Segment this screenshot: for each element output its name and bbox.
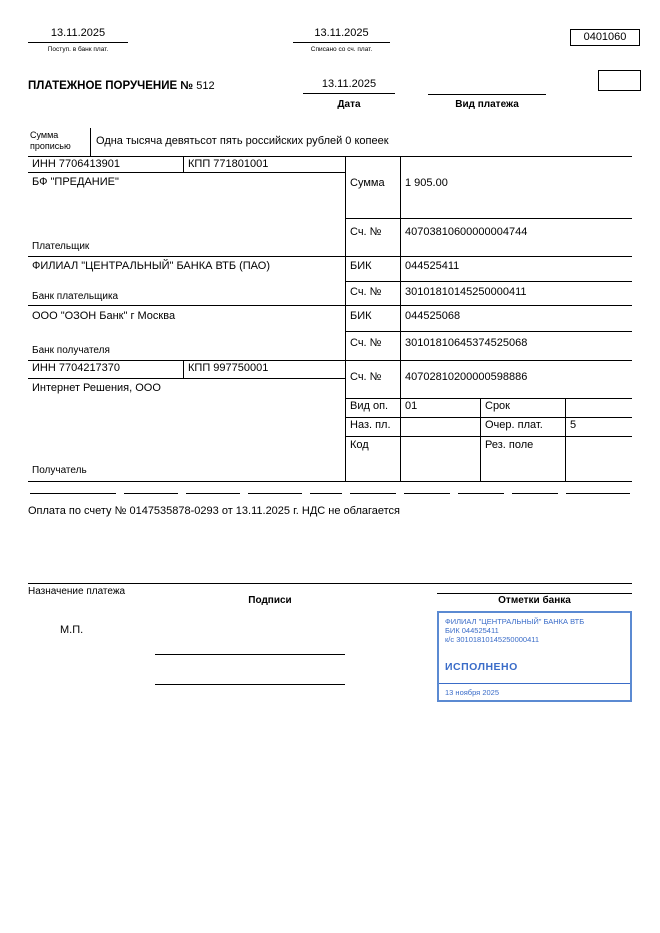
- bank-marks-line: [437, 593, 632, 594]
- column-divider: [480, 398, 481, 481]
- tax-field-cell: [310, 483, 342, 494]
- form-code-box: 0401060: [570, 29, 640, 46]
- purpose-label: Назначение платежа: [28, 586, 126, 597]
- payee-bank-bik-label: БИК: [350, 310, 372, 322]
- amount-words-value: Одна тысяча девятьсот пять российских рублей 0 копеек: [96, 135, 389, 147]
- payee-bank-account-label: Сч. №: [350, 337, 382, 349]
- signature-line: [155, 654, 345, 655]
- payer-account-label: Сч. №: [350, 226, 382, 238]
- table-line: [345, 417, 632, 418]
- op-type-label: Вид оп.: [350, 400, 389, 412]
- payer-kpp: КПП 771801001: [188, 158, 269, 170]
- stamp-date: 13 ноября 2025: [445, 688, 500, 697]
- table-line: [28, 256, 632, 257]
- purpose-text: Оплата по счету № 0147535878-0293 от 13.11.2025 г. НДС не облагается: [28, 505, 400, 517]
- payer-inn: ИНН 7706413901: [32, 158, 121, 170]
- table-line: [28, 305, 632, 306]
- sum-value: 1 905.00: [405, 177, 448, 189]
- payee-bank-label: Банк получателя: [32, 345, 110, 356]
- amount-words-divider: [90, 128, 91, 156]
- stamp-corr-account: к/с 30101810145250000411: [445, 635, 540, 644]
- tax-field-cell: [350, 483, 396, 494]
- column-divider: [400, 156, 401, 481]
- payee-bank-name: ООО "ОЗОН Банк" г Москва: [32, 310, 176, 322]
- naz-pl-label: Наз. пл.: [350, 419, 391, 431]
- table-line: [345, 398, 632, 399]
- purpose-line: [28, 583, 632, 584]
- inn-kpp-divider: [183, 156, 184, 172]
- bank-marks-label: Отметки банка: [498, 595, 571, 606]
- document-date-label: Дата: [337, 99, 361, 110]
- table-line: [28, 481, 632, 482]
- payer-account: 40703810600000004744: [405, 226, 528, 238]
- tax-field-cell: [186, 483, 240, 494]
- tax-field-cell: [30, 483, 116, 494]
- document-title-text: ПЛАТЕЖНОЕ ПОРУЧЕНИЕ №: [28, 80, 194, 92]
- payee-kpp: КПП 997750001: [188, 362, 269, 374]
- priority-value: 5: [570, 419, 577, 431]
- table-line: [28, 156, 632, 157]
- payee-name: Интернет Решения, ООО: [32, 382, 161, 394]
- payer-bank-bik-label: БИК: [350, 260, 372, 272]
- bank-receipt-date-label: Поступ. в банк плат.: [47, 46, 109, 53]
- payment-type-label: Вид платежа: [455, 99, 519, 110]
- term-label: Срок: [485, 400, 510, 412]
- table-line: [345, 281, 632, 282]
- table-line: [345, 331, 632, 332]
- signatures-label: Подписи: [248, 595, 292, 606]
- debit-date: 13.11.2025: [293, 27, 390, 43]
- table-line: [28, 378, 345, 379]
- op-type-value: 01: [405, 400, 418, 412]
- payment-type-field: [428, 78, 546, 95]
- inn-kpp-divider: [183, 360, 184, 378]
- res-field-label: Рез. поле: [485, 439, 534, 451]
- payer-bank-label: Банк плательщика: [32, 291, 119, 302]
- stamp-bank-name: ФИЛИАЛ "ЦЕНТРАЛЬНЫЙ" БАНКА ВТБ: [445, 617, 585, 626]
- amount-words-label: Сумма прописью: [30, 130, 71, 151]
- table-line: [28, 360, 632, 361]
- table-line: [345, 218, 632, 219]
- tax-field-cell: [404, 483, 450, 494]
- bank-stamp: [437, 611, 632, 702]
- payee-bank-account: 30101810645374525068: [405, 337, 528, 349]
- stamp-bik: БИК 044525411: [445, 626, 499, 635]
- payer-name: БФ "ПРЕДАНИЕ": [32, 176, 119, 188]
- payee-inn: ИНН 7704217370: [32, 362, 121, 374]
- bank-receipt-date: 13.11.2025: [28, 27, 128, 43]
- payer-bank-name: ФИЛИАЛ "ЦЕНТРАЛЬНЫЙ" БАНКА ВТБ (ПАО): [32, 260, 270, 272]
- payer-bank-account: 30101810145250000411: [405, 286, 527, 298]
- priority-label: Очер. плат.: [485, 419, 543, 431]
- document-date: 13.11.2025: [303, 78, 395, 94]
- tax-field-cell: [458, 483, 504, 494]
- stamp-status: ИСПОЛНЕНО: [445, 661, 518, 673]
- column-divider: [345, 156, 346, 481]
- payee-label: Получатель: [32, 465, 87, 476]
- table-line: [28, 172, 345, 173]
- status-code-box: [598, 70, 641, 91]
- table-line: [345, 436, 632, 437]
- document-number: 512: [196, 80, 215, 92]
- debit-date-label: Списано со сч. плат.: [310, 46, 373, 53]
- column-divider: [565, 398, 566, 481]
- sum-label: Сумма: [350, 177, 385, 189]
- payee-account-label: Сч. №: [350, 371, 382, 383]
- tax-field-cell: [566, 483, 630, 494]
- payee-account: 40702810200000598886: [405, 371, 528, 383]
- payer-bank-bik: 044525411: [405, 260, 460, 272]
- code-label: Код: [350, 439, 369, 451]
- stamp-place-label: М.П.: [60, 624, 84, 636]
- signature-line: [155, 684, 345, 685]
- tax-field-cell: [512, 483, 558, 494]
- payee-bank-bik: 044525068: [405, 310, 461, 322]
- tax-field-cell: [248, 483, 302, 494]
- payer-label: Плательщик: [32, 241, 90, 252]
- document-title: [28, 80, 215, 93]
- stamp-divider: [439, 683, 630, 684]
- payer-bank-account-label: Сч. №: [350, 286, 382, 298]
- tax-field-cell: [124, 483, 178, 494]
